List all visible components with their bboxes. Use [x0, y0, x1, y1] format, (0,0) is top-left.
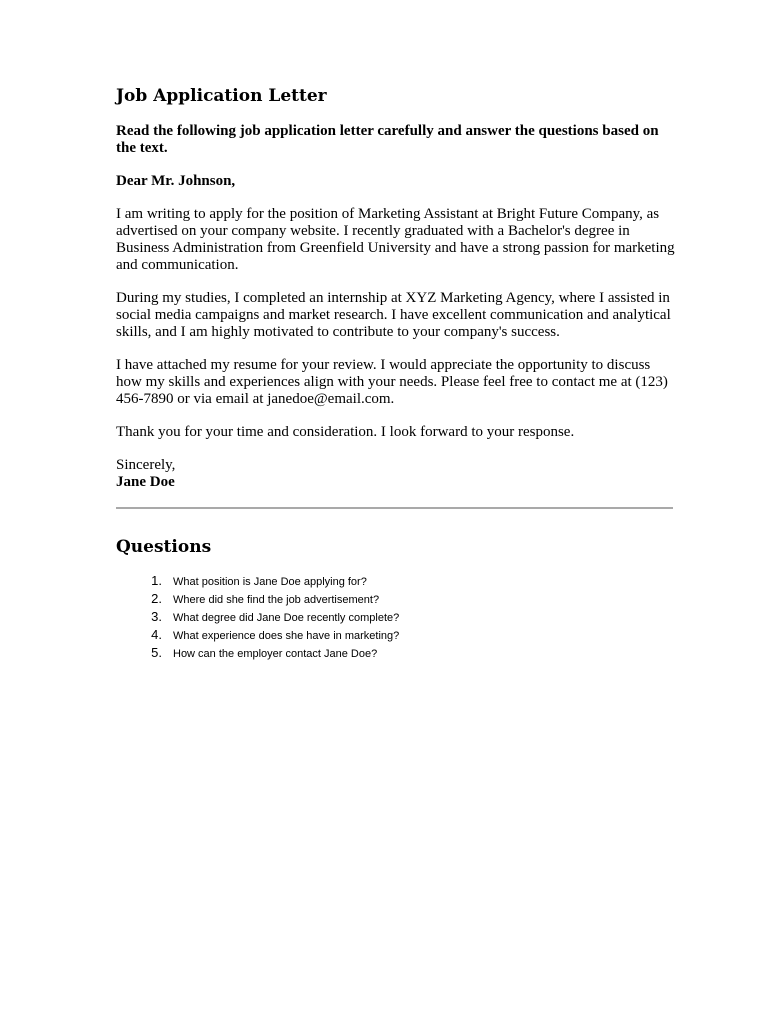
question-item [116, 645, 676, 663]
document-title: Job Application Letter [116, 86, 327, 106]
letter-signature: Jane Doe [116, 474, 175, 490]
question-text: What degree did Jane Doe recently complete? [173, 612, 400, 624]
letter-closing: Sincerely, [116, 457, 176, 473]
question-number: 1. [151, 573, 162, 588]
letter-paragraph-2: During my studies, I completed an internship at XYZ Marketing Agency, where I assisted in social media campaigns and market research. I have excellent communication and analytical skills, and I am highly motivated to contribute to your company's success. [116, 290, 671, 340]
letter-paragraph-3: I have attached my resume for your review. I would appreciate the opportunity to discuss how my skills and experiences align with your needs. Please feel free to contact me at (123) 456-7890 or via email at janedoe@email.com. [116, 357, 668, 407]
question-number: 5. [151, 645, 162, 660]
section-divider [116, 507, 673, 509]
document-page [116, 84, 676, 663]
question-text: What experience does she have in marketing? [173, 630, 400, 642]
letter-salutation: Dear Mr. Johnson, [116, 173, 236, 189]
question-text: What position is Jane Doe applying for? [173, 576, 367, 588]
letter-paragraph-4: Thank you for your time and consideration. I look forward to your response. [116, 424, 575, 440]
question-number: 2. [151, 591, 162, 606]
question-text: Where did she find the job advertisement? [173, 594, 380, 606]
question-number: 3. [151, 609, 162, 624]
question-item [116, 627, 676, 645]
question-number: 4. [151, 627, 162, 642]
questions-list [116, 573, 676, 663]
question-item [116, 591, 676, 609]
question-item [116, 573, 676, 591]
letter-paragraph-1: I am writing to apply for the position of Marketing Assistant at Bright Future Company, as advertised on your company website. I recently graduated with a Bachelor's degree in Business Administration from Greenfield University and have a strong passion for marketing and communication. [116, 206, 675, 273]
instructions-text: Read the following job application letter carefully and answer the questions based on the text. [116, 123, 659, 156]
questions-heading: Questions [116, 537, 212, 557]
question-item [116, 609, 676, 627]
question-text: How can the employer contact Jane Doe? [173, 648, 378, 660]
